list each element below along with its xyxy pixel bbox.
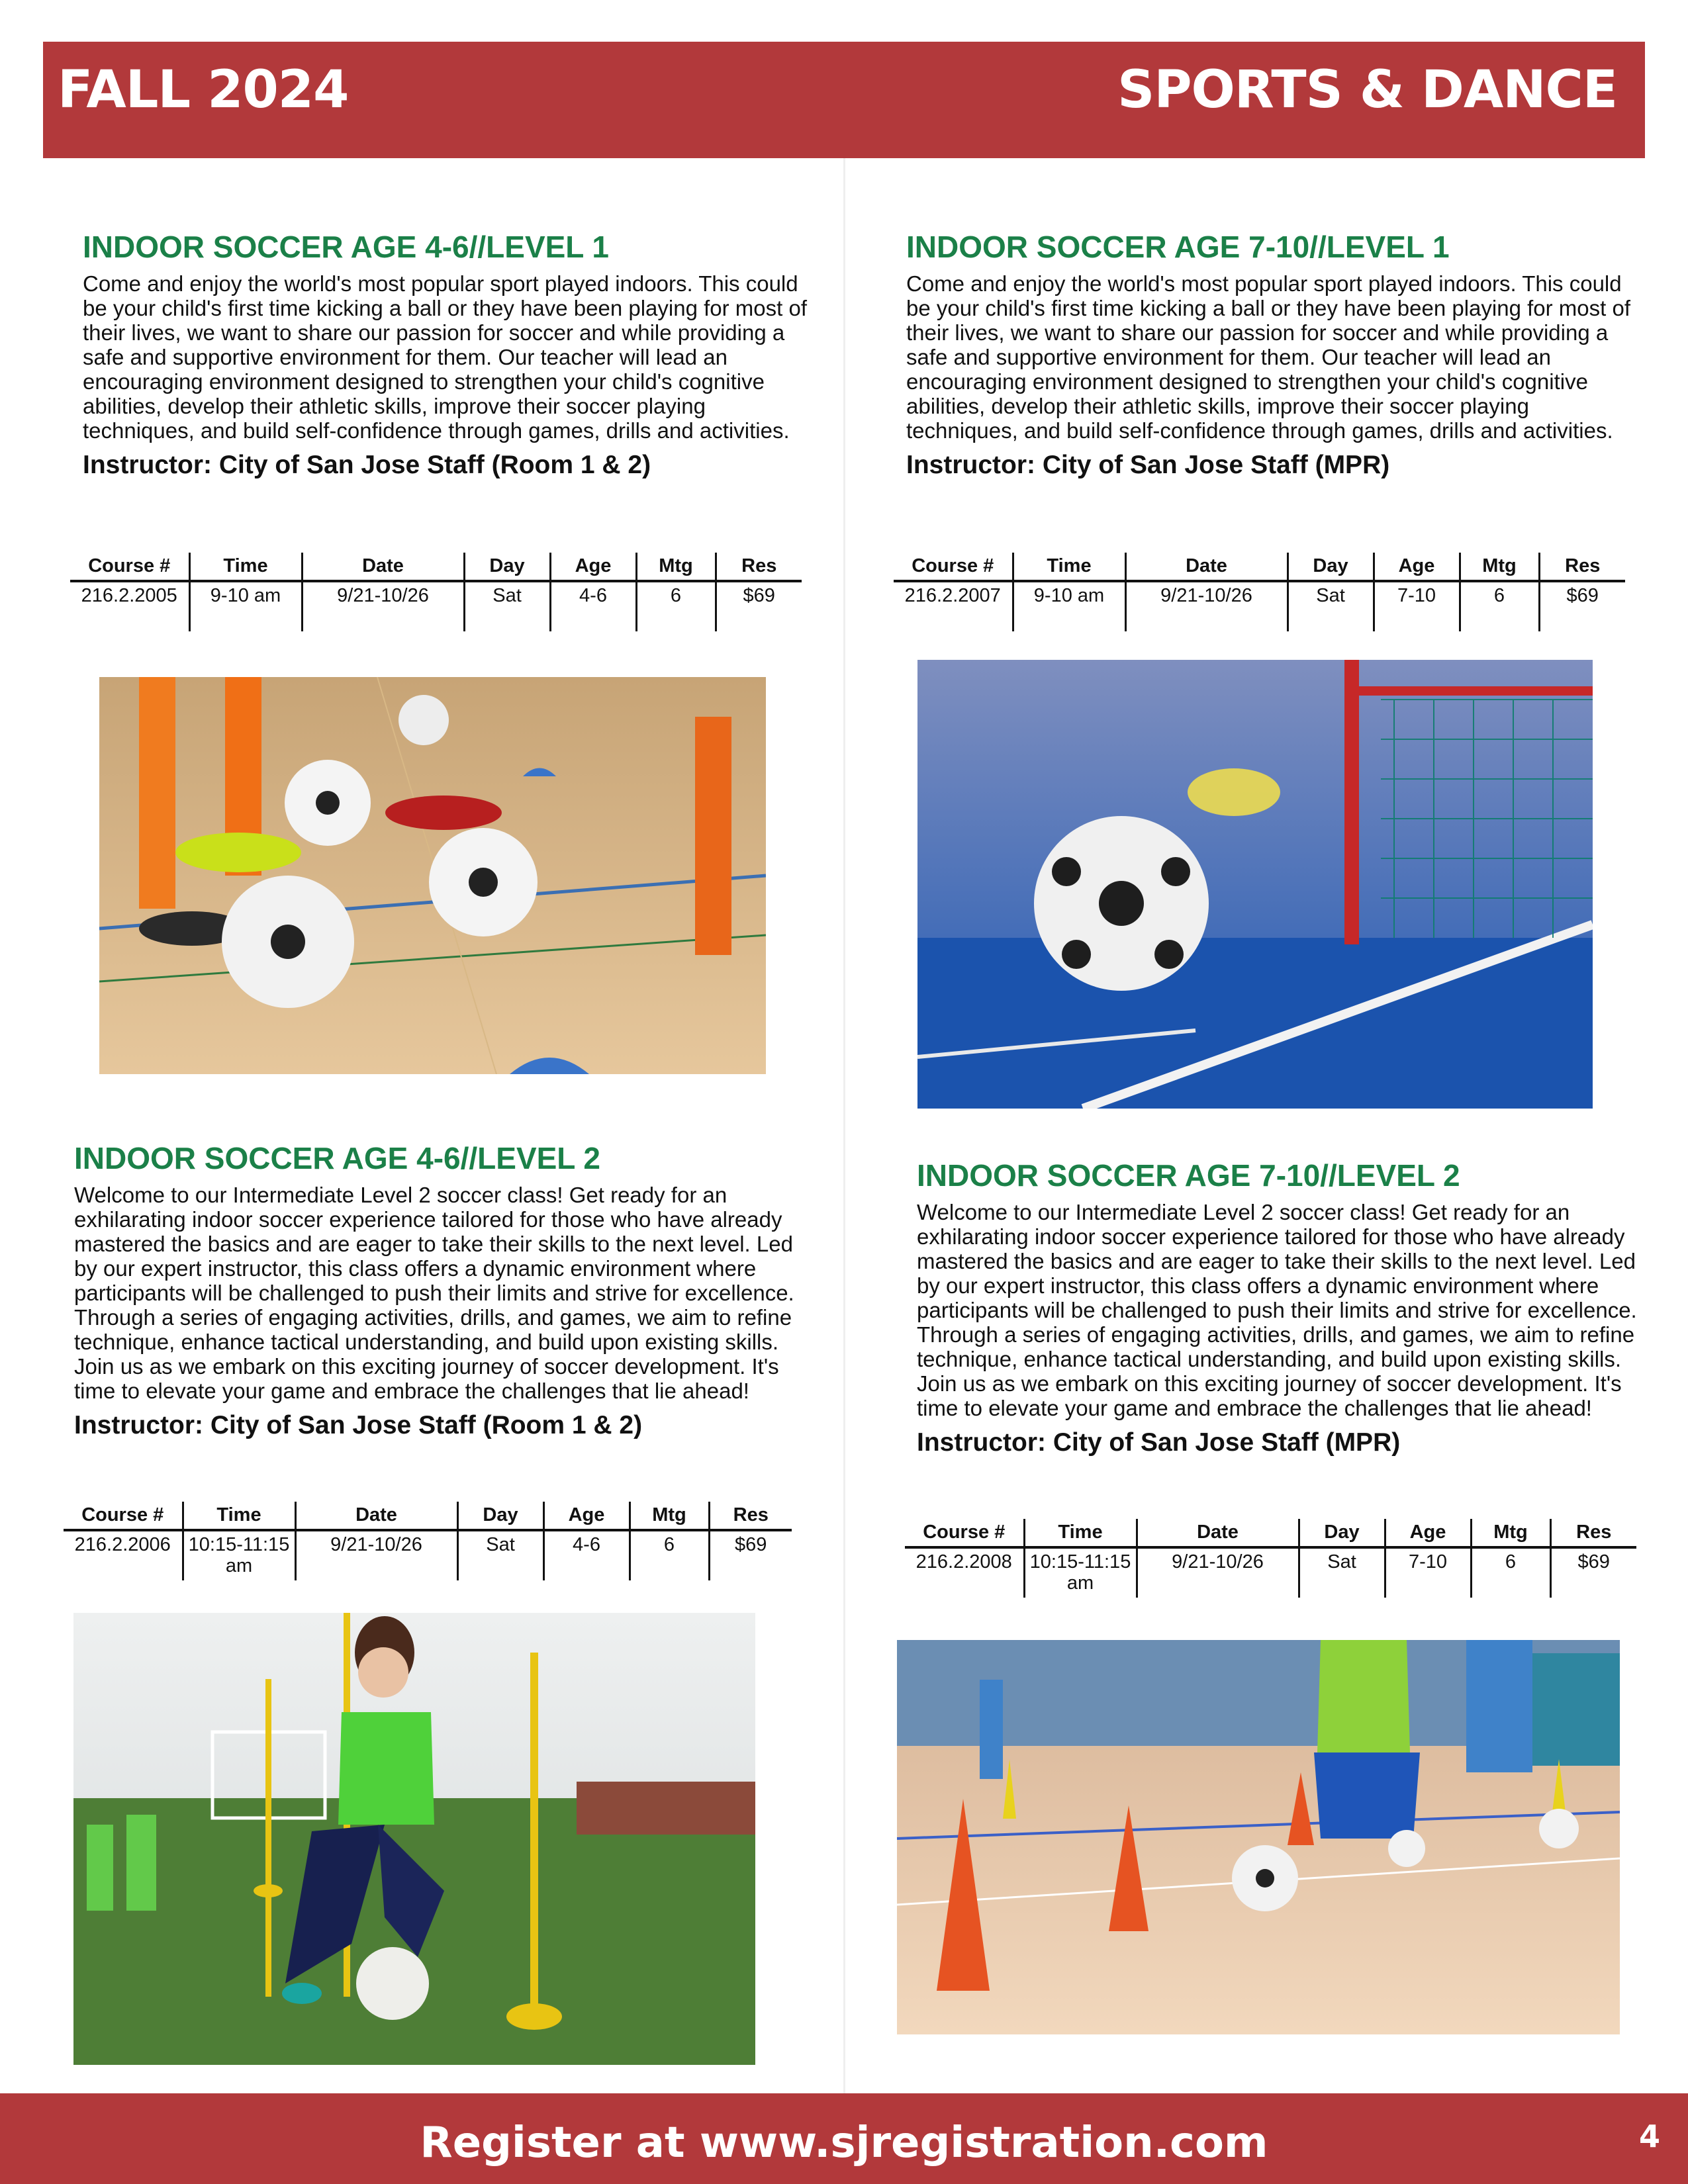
course-table bbox=[64, 1502, 792, 1580]
col-header-mtg: Mtg bbox=[1471, 1519, 1550, 1547]
col-header-date: Date bbox=[302, 553, 464, 581]
photo-kids-cones-court bbox=[897, 1640, 1620, 2034]
season-title: FALL 2024 bbox=[58, 60, 349, 120]
col-header-day: Day bbox=[1299, 1519, 1385, 1547]
table-row bbox=[894, 581, 1625, 631]
cell-age: 7-10 bbox=[1374, 581, 1460, 631]
header-bar bbox=[43, 42, 1645, 158]
cell-age: 4-6 bbox=[550, 581, 636, 631]
course-description: Welcome to our Intermediate Level 2 soccer class! Get ready for an exhilarating indoor soccer experience tailored for those who have already mastered the basics and are eager to take their skills to the next level. Led by our expert instructor, this class offers a dynamic environment where participants will be challenged to push their limits and strive for excellence. Through a series of engaging activities, drills, and games, we aim to refine technique, enhance tactical understanding, and build upon existing skills. Join us as we embark on this exciting journey of soccer development. It's time to elevate your game and embrace the challenges that lie ahead! bbox=[917, 1199, 1637, 1420]
cell-age: 7-10 bbox=[1385, 1547, 1471, 1598]
cell-mtg: 6 bbox=[636, 581, 716, 631]
photo-soccer-players-court bbox=[99, 677, 766, 1074]
course-instructor: Instructor: City of San Jose Staff (Room 1 & 2) bbox=[83, 450, 651, 479]
col-header-age: Age bbox=[550, 553, 636, 581]
cell-date: 9/21-10/26 bbox=[1137, 1547, 1299, 1598]
course-title: INDOOR SOCCER AGE 7-10//LEVEL 1 bbox=[906, 230, 1450, 264]
col-header-time: Time bbox=[183, 1502, 295, 1530]
cell-time: 9-10 am bbox=[189, 581, 302, 631]
course-table bbox=[70, 553, 802, 631]
cell-course: 216.2.2006 bbox=[74, 1534, 171, 1555]
course-instructor: Instructor: City of San Jose Staff (Room 1 & 2) bbox=[74, 1410, 643, 1439]
cell-time: 10:15-11:15 am bbox=[183, 1530, 295, 1580]
col-header-course: Course # bbox=[894, 553, 1013, 581]
table-row bbox=[70, 581, 802, 631]
course-block-7-10-level-2 bbox=[917, 1158, 1652, 1457]
table-row bbox=[905, 1547, 1636, 1598]
col-header-age: Age bbox=[1385, 1519, 1471, 1547]
course-instructor: Instructor: City of San Jose Staff (MPR) bbox=[917, 1428, 1401, 1457]
course-title: INDOOR SOCCER AGE 4-6//LEVEL 2 bbox=[74, 1141, 600, 1175]
course-table bbox=[894, 553, 1625, 631]
cell-mtg: 6 bbox=[1460, 581, 1539, 631]
photo-girl-dribbling-turf bbox=[73, 1613, 755, 2065]
col-header-res: Res bbox=[716, 553, 802, 581]
col-header-time: Time bbox=[189, 553, 302, 581]
photo-ball-near-goal bbox=[917, 660, 1593, 1109]
course-title: INDOOR SOCCER AGE 7-10//LEVEL 2 bbox=[917, 1158, 1460, 1193]
col-header-time: Time bbox=[1013, 553, 1125, 581]
page-number: 4 bbox=[1638, 2118, 1660, 2154]
cell-res: $69 bbox=[716, 581, 802, 631]
cell-res: $69 bbox=[709, 1530, 792, 1580]
course-description: Come and enjoy the world's most popular sport played indoors. This could be your child's first time kicking a ball or they have been playing for most of their lives, we want to share our passion for soccer and while providing a safe and supportive environment for them. Our teacher will lead an encouraging environment designed to strengthen your child's cognitive abilities, develop their athletic skills, improve their soccer playing techniques, and build self-confidence through games, drills and activities. bbox=[83, 271, 807, 443]
cell-age: 4-6 bbox=[543, 1530, 630, 1580]
col-header-date: Date bbox=[1137, 1519, 1299, 1547]
register-link[interactable]: Register at www.sjregistration.com bbox=[420, 2118, 1268, 2167]
col-header-day: Day bbox=[1288, 553, 1374, 581]
col-header-day: Day bbox=[464, 553, 550, 581]
table-row bbox=[64, 1530, 792, 1580]
col-header-date: Date bbox=[295, 1502, 457, 1530]
course-block-4-6-level-2 bbox=[74, 1141, 812, 1440]
cell-day: Sat bbox=[1288, 581, 1374, 631]
cell-day: Sat bbox=[457, 1530, 543, 1580]
col-header-course: Course # bbox=[905, 1519, 1024, 1547]
cell-course: 216.2.2007 bbox=[904, 585, 1001, 606]
cell-course: 216.2.2008 bbox=[915, 1551, 1012, 1572]
cell-date: 9/21-10/26 bbox=[295, 1530, 457, 1580]
col-header-mtg: Mtg bbox=[1460, 553, 1539, 581]
col-header-course: Course # bbox=[70, 553, 189, 581]
col-header-course: Course # bbox=[64, 1502, 183, 1530]
course-description: Come and enjoy the world's most popular sport played indoors. This could be your child's first time kicking a ball or they have been playing for most of their lives, we want to share our passion for soccer and while providing a safe and supportive environment for them. Our teacher will lead an encouraging environment designed to strengthen your child's cognitive abilities, develop their athletic skills, improve their soccer playing techniques, and build self-confidence through games, drills and activities. bbox=[906, 271, 1630, 443]
col-header-age: Age bbox=[1374, 553, 1460, 581]
cell-day: Sat bbox=[1299, 1547, 1385, 1598]
column-divider bbox=[843, 158, 845, 2093]
cell-time: 9-10 am bbox=[1013, 581, 1125, 631]
col-header-mtg: Mtg bbox=[636, 553, 716, 581]
col-header-res: Res bbox=[1550, 1519, 1636, 1547]
col-header-day: Day bbox=[457, 1502, 543, 1530]
col-header-date: Date bbox=[1125, 553, 1288, 581]
cell-date: 9/21-10/26 bbox=[1125, 581, 1288, 631]
cell-mtg: 6 bbox=[630, 1530, 709, 1580]
cell-time: 10:15-11:15 am bbox=[1024, 1547, 1137, 1598]
cell-res: $69 bbox=[1539, 581, 1625, 631]
course-block-7-10-level-1 bbox=[906, 230, 1641, 480]
footer-bar bbox=[0, 2093, 1688, 2184]
cell-res: $69 bbox=[1550, 1547, 1636, 1598]
section-title: SPORTS & DANCE bbox=[1117, 60, 1617, 120]
col-header-mtg: Mtg bbox=[630, 1502, 709, 1530]
course-table bbox=[905, 1519, 1636, 1598]
col-header-age: Age bbox=[543, 1502, 630, 1530]
col-header-res: Res bbox=[709, 1502, 792, 1530]
col-header-time: Time bbox=[1024, 1519, 1137, 1547]
course-block-4-6-level-1 bbox=[83, 230, 818, 480]
course-title: INDOOR SOCCER AGE 4-6//LEVEL 1 bbox=[83, 230, 609, 264]
cell-course: 216.2.2005 bbox=[81, 585, 177, 606]
cell-day: Sat bbox=[464, 581, 550, 631]
cell-mtg: 6 bbox=[1471, 1547, 1550, 1598]
cell-date: 9/21-10/26 bbox=[302, 581, 464, 631]
course-description: Welcome to our Intermediate Level 2 soccer class! Get ready for an exhilarating indoor soccer experience tailored for those who have already mastered the basics and are eager to take their skills to the next level. Led by our expert instructor, this class offers a dynamic environment where participants will be challenged to push their limits and strive for excellence. Through a series of engaging activities, drills, and games, we aim to refine technique, enhance tactical understanding, and build upon existing skills. Join us as we embark on this exciting journey of soccer development. It's time to elevate your game and embrace the challenges that lie ahead! bbox=[74, 1182, 794, 1403]
col-header-res: Res bbox=[1539, 553, 1625, 581]
course-instructor: Instructor: City of San Jose Staff (MPR) bbox=[906, 450, 1390, 479]
